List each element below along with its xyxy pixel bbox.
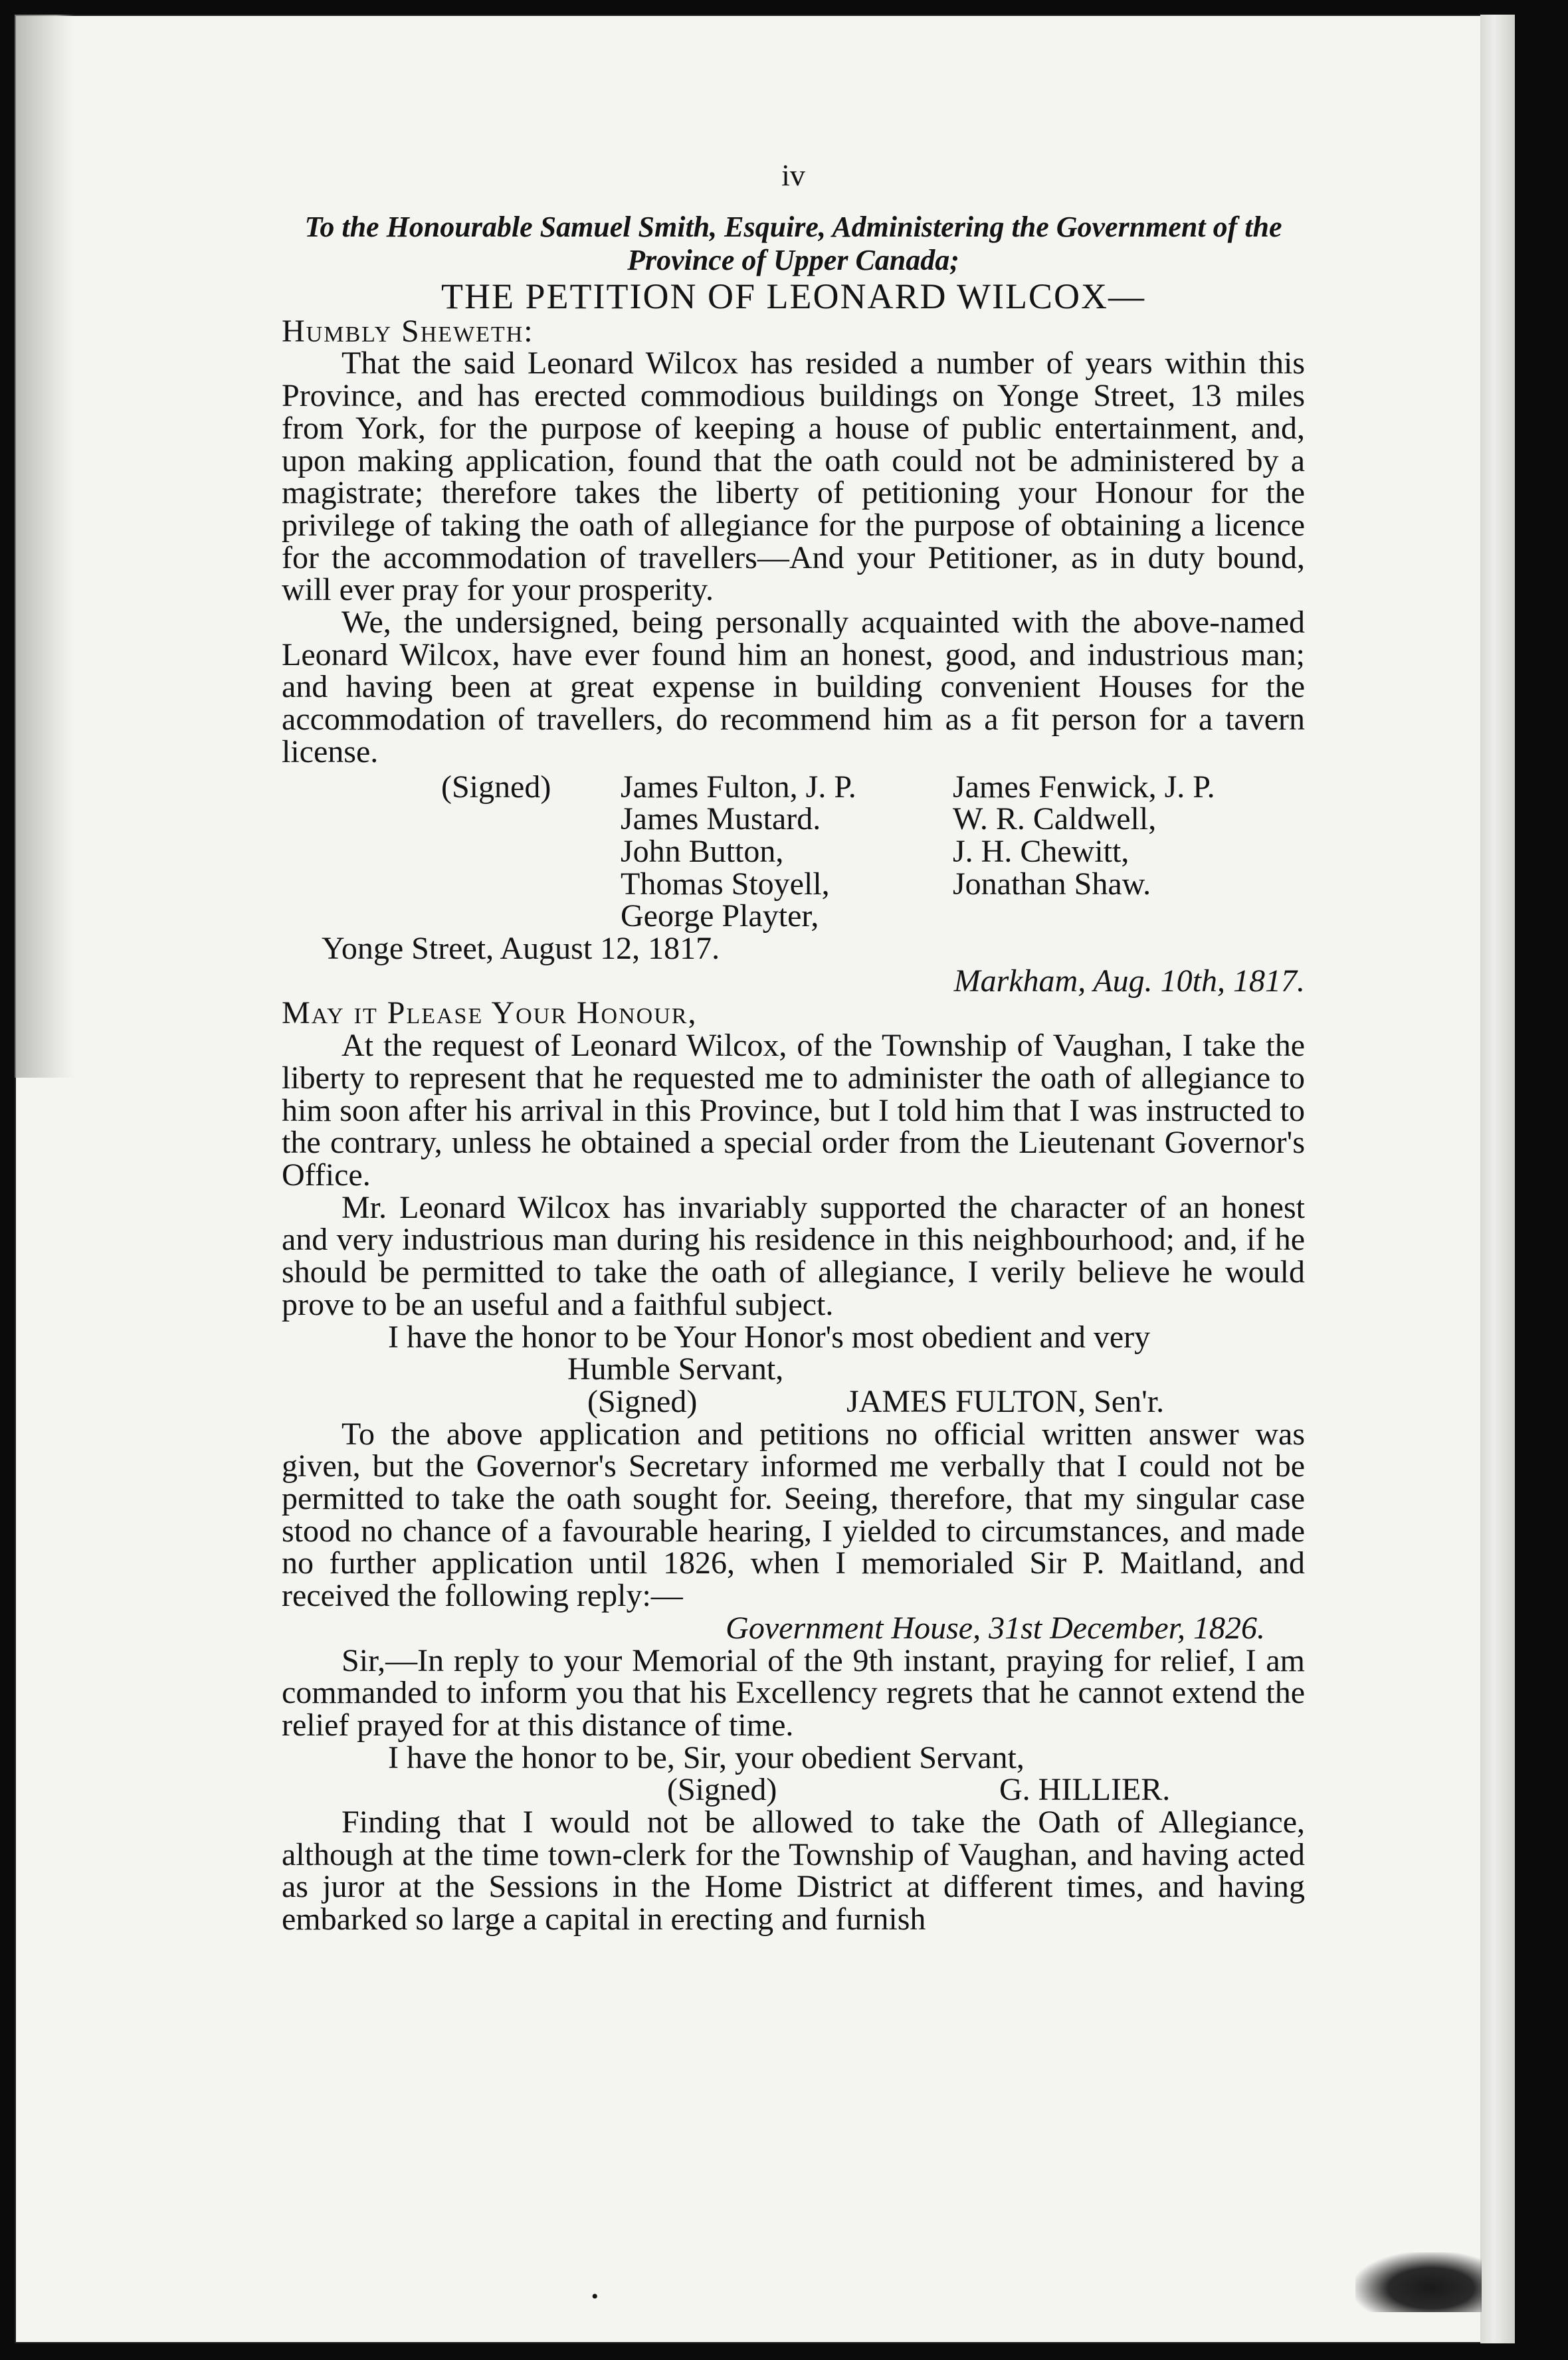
- signatories-block: [282, 771, 1305, 934]
- paragraph-character: Mr. Leonard Wilcox has invariably supported the character of an honest and very industrious man during his residence in this neighbourhood; and, if he should be permitted to take the oath of allegiance, I verily believe he would prove to be an useful and a faithful subject.: [282, 1189, 1305, 1322]
- signed-label: (Signed): [667, 1772, 777, 1808]
- signer: James Fulton, J. P.: [621, 769, 856, 805]
- signed-label: (Signed): [587, 1383, 698, 1419]
- ink-blot: [1355, 2252, 1482, 2312]
- hillier-signature-line: [282, 1774, 1305, 1807]
- page-number: iv: [781, 158, 805, 192]
- closing-humble-servant: Humble Servant,: [567, 1351, 784, 1387]
- petition-title: THE PETITION OF LEONARD WILCOX—: [441, 276, 1145, 316]
- signer: James Mustard.: [621, 801, 821, 837]
- paragraph-reply: Sir,—In reply to your Memorial of the 9th instant, praying for relief, I am commanded to inform you that his Excellency regrets that he cannot extend the relief prayed for at this distance of time.: [282, 1642, 1305, 1743]
- signed-label: (Signed): [441, 769, 551, 805]
- fulton-signature-line: [282, 1383, 1305, 1419]
- salutation-humbly-sheweth: Humbly Sheweth:: [282, 313, 534, 349]
- signer: J. H. Chewitt,: [953, 833, 1129, 869]
- place-date-yonge: Yonge Street, August 12, 1817.: [322, 931, 720, 967]
- ink-dot: •: [591, 2286, 599, 2308]
- signer-fulton: JAMES FULTON, Sen'r.: [846, 1383, 1165, 1419]
- paragraph-finding: Finding that I would not be allowed to take the Oath of Allegiance, although at the time town-clerk for the Township of Vaughan, and having acted as juror at the Sessions in the Home District at different times, and having embarked so large a capital in erecting and furnish: [282, 1805, 1305, 1937]
- binding-shadow: [15, 15, 74, 1078]
- signer: Thomas Stoyell,: [621, 866, 830, 902]
- closing-line: I have the honor to be, Sir, your obedient Servant,: [388, 1739, 1025, 1775]
- signer: George Playter,: [621, 898, 819, 934]
- page-edge: [1480, 15, 1515, 2343]
- paragraph-petition: That the said Leonard Wilcox has resided a number of years within this Province, and has erected commodious buildings on Yonge Street, 13 miles from York, for the purpose of keeping a house of public entertainment, and, upon making application, found that the oath could not be administered by a magistrate; therefore takes the liberty of petitioning your Honour for the privilege of taking the oath of allegiance for the purpose of obtaining a licence for the accommodation of travellers—And your Petitioner, as in duty bound, will ever pray for your prosperity.: [282, 345, 1305, 608]
- signer-hillier: G. HILLIER.: [999, 1772, 1171, 1808]
- signer: Jonathan Shaw.: [953, 866, 1151, 902]
- paragraph-recommendation: We, the undersigned, being personally acquainted with the above-named Leonard Wilcox, have ever found him an honest, good, and industrious man; and having been at great expense in building convenient Houses for the accommodation of travellers, do recommend him as a fit person for a tavern license.: [282, 605, 1305, 769]
- signer: John Button,: [621, 833, 784, 869]
- closing-line: I have the honor to be Your Honor's most obedient and very: [388, 1319, 1151, 1355]
- address-line: To the Honourable Samuel Smith, Esquire, Administering the Government of the Province of Upper Canada;: [304, 210, 1282, 276]
- signer: James Fenwick, J. P.: [953, 769, 1215, 805]
- salutation-your-honour: May it Please Your Honour,: [282, 995, 698, 1031]
- place-date-markham: Markham, Aug. 10th, 1817.: [953, 963, 1305, 999]
- signer: W. R. Caldwell,: [953, 801, 1157, 837]
- paragraph-fulton-request: At the request of Leonard Wilcox, of the Township of Vaughan, I take the liberty to represent that he requested me to administer the oath of allegiance to him soon after his arrival in this Province, but I told him that I was instructed to the contrary, unless he obtained a special order from the Lieutenant Governor's Office.: [282, 1028, 1305, 1193]
- paragraph-no-answer: To the above application and petitions no official written answer was given, but the Governor's Secretary informed me verbally that I could not be permitted to take the oath sought for. Seeing, therefore, that my singular case stood no chance of a favourable hearing, I yielded to circumstances, and made no further application until 1826, when I memorialed Sir P. Maitland, and received the following reply:—: [282, 1416, 1305, 1614]
- place-date-government-house: Government House, 31st December, 1826.: [726, 1610, 1265, 1646]
- document-body: [282, 159, 1305, 1936]
